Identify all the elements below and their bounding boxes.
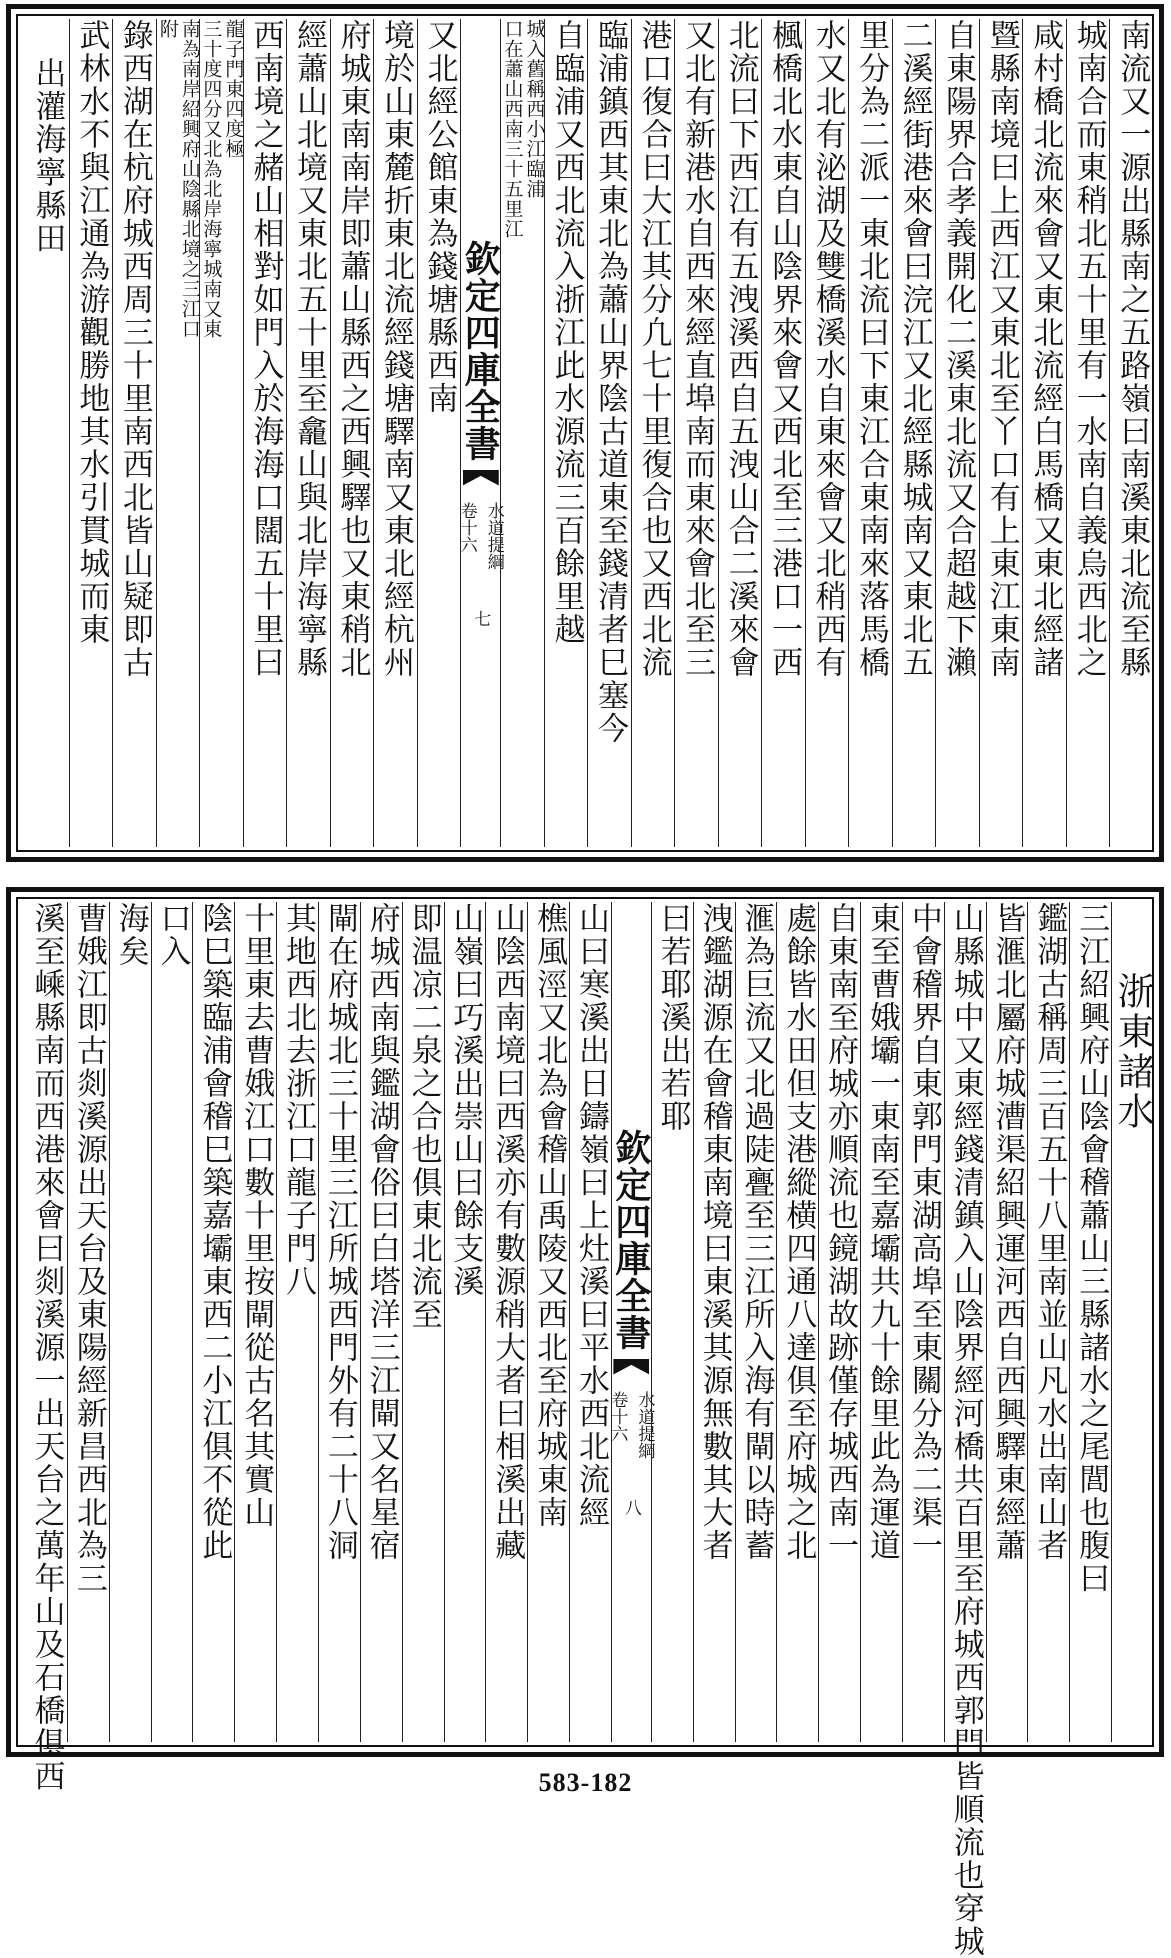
text-line: 南流又一源出縣南之五路嶺曰南溪東北流至縣	[1114, 19, 1151, 679]
text-column	[979, 19, 1023, 847]
text-line: 十里東去曹娥江口數十里按閘從古名其實山	[238, 902, 275, 1529]
text-line: 北流曰下西江有五洩溪西自五洩山合二溪來會	[722, 19, 759, 679]
text-column	[243, 19, 287, 847]
text-column	[761, 19, 805, 847]
text-column	[67, 902, 109, 1742]
text-column	[944, 902, 986, 1958]
text-line: 經蕭山北境又東北五十里至龕山與北岸海寧縣	[290, 19, 327, 679]
volume-title: 水道提綱	[483, 501, 504, 570]
text-column	[151, 902, 193, 1742]
text-column	[1027, 902, 1069, 1742]
text-line: 水又北有泌湖及雙橋溪水自東來會又北稍西有	[809, 19, 846, 679]
text-column	[805, 19, 849, 847]
text-column	[544, 19, 588, 847]
text-column	[818, 902, 860, 1742]
text-line: 浙東諸水	[1111, 972, 1155, 1132]
text-column	[276, 902, 318, 1742]
text-column	[1109, 19, 1153, 847]
text-column	[776, 902, 818, 1742]
volume-number: 卷十六	[456, 501, 477, 553]
text-column	[69, 19, 113, 847]
text-line: 里分為二派一東北流曰下東江合東南來落馬橋	[853, 19, 890, 679]
text-line: 曹娥江即古剡溪源出天台及東陽經新昌西北為三	[70, 902, 107, 1595]
text-line: 口入	[154, 902, 191, 968]
text-line: 港口復合曰大江其分凢七十里復合也又西北流	[635, 19, 672, 679]
text-column	[444, 902, 486, 1742]
upper-page	[6, 4, 1164, 862]
text-line: 自東陽界合孝義開化二溪東北流又合超越下瀨	[940, 19, 977, 679]
text-line: 臨浦鎮西其東北為蕭山界陰古道東至錢清者巳塞今	[592, 19, 629, 745]
text-line: 皆滙北屬府城漕渠紹興運河西自西興驛東經蕭	[989, 902, 1026, 1562]
text-line: 溪至嵊縣南而西港來會曰剡溪源一出天台之萬年山及石橋俱西	[28, 902, 65, 1793]
text-line: 中會稽界自東郭門東湖高埠至東關分為二渠一	[905, 902, 942, 1562]
text-line: 出灌海寧縣田	[29, 57, 66, 255]
text-line: 又北有新港水自西來經直埠南而東來會北至三	[679, 19, 716, 679]
text-line: 處餘皆水田但支港縱横四通八達俱至府城之北	[780, 902, 817, 1562]
text-column	[112, 19, 156, 847]
center-banner	[607, 902, 655, 1742]
text-column	[848, 19, 892, 847]
annotation-line: 龍子門東四度極	[222, 19, 245, 159]
text-column	[417, 19, 461, 847]
text-column	[693, 902, 735, 1742]
text-line: 曰若耶溪出若耶	[654, 902, 691, 1133]
text-column	[1069, 902, 1111, 1742]
text-line: 城南合而東稍北五十里有一水南自義烏西北之	[1070, 19, 1107, 679]
annotation-line: 附	[156, 19, 179, 39]
volume-title: 水道提綱	[634, 1390, 655, 1459]
text-line: 山曰寒溪出日鑄嶺曰上灶溪曰平水西北流經	[572, 902, 609, 1529]
text-column	[192, 902, 234, 1742]
text-line: 自臨浦又西北流入浙江此水源流三百餘里越	[548, 19, 585, 646]
text-line: 陰巳築臨浦會稽巳築嘉壩東西二小江俱不從此	[196, 902, 233, 1562]
text-line: 山嶺曰巧溪出崇山曰餘支溪	[447, 902, 484, 1298]
text-line: 西南境之赭山相對如門入於海海口闊五十里曰	[247, 19, 284, 679]
text-column	[718, 19, 762, 847]
text-line: 咸村橋北流來會又東北流經白馬橋又東北經諸	[1027, 19, 1064, 679]
text-line: 暨縣南境曰上西江又東北至丫口有上東江東南	[983, 19, 1020, 679]
text-column	[569, 902, 611, 1742]
annotation-line: 口在蕭山西南三十五里江	[501, 19, 524, 239]
text-line: 錄西湖在杭府城西周三十里南西北皆山疑即古	[116, 19, 153, 679]
text-column	[373, 19, 417, 847]
text-line: 其地西北去浙江口龍子門八	[280, 902, 317, 1298]
text-line: 滙為巨流又北過陡亹至三江所入海有閘以時蓄	[738, 902, 775, 1562]
book-title: 欽定四庫全書	[609, 1128, 652, 1351]
upper-text-columns	[17, 19, 1153, 847]
text-column	[1022, 19, 1066, 847]
text-column	[485, 902, 527, 1742]
text-column	[860, 902, 902, 1742]
text-line: 三江紹興府山陰會稽蕭山三縣諸水之尾閭也腹曰	[1073, 902, 1110, 1595]
text-column	[892, 19, 936, 847]
text-column	[156, 19, 200, 847]
text-column	[25, 902, 67, 1793]
text-line: 境於山東麓折東北流經錢塘驛南又東北經杭州	[377, 19, 414, 679]
text-column	[986, 902, 1028, 1742]
text-line: 又北經公館東為錢塘縣西南	[421, 19, 458, 415]
text-line: 山縣城中又東經錢清鎮入山陰界經河橋共百里至府城西郭門皆順流也穿城	[947, 902, 984, 1958]
text-line: 洩鑑湖源在會稽東南境曰東溪其源無數其大者	[696, 902, 733, 1562]
text-line: 二溪經街港來會曰浣江又北經縣城南又東北五	[896, 19, 933, 679]
text-line: 自東南至府城亦順流也鏡湖故跡僅存城西南一	[822, 902, 859, 1562]
text-line: 樵風涇又北為會稽山禹陵又西北至府城東南	[531, 902, 568, 1529]
text-line: 山陰西南境曰西溪亦有數源稍大者曰相溪出藏	[489, 902, 526, 1562]
text-column	[360, 902, 402, 1742]
text-line: 閘在府城北三十里三江所城西門外有二十八洞	[321, 902, 358, 1562]
text-line: 府城東南南岸即蕭山縣西之西興驛也又東稍北	[334, 19, 371, 679]
folio-number: 七	[470, 609, 491, 627]
folio-number: 八	[620, 1498, 641, 1516]
annotation-line: 南為南岸紹興府山陰縣北境之三江口	[178, 19, 201, 339]
fishtail-mark-icon	[463, 470, 499, 486]
page-footer-number: 583-182	[538, 1768, 633, 1797]
text-column	[234, 902, 276, 1742]
text-line: 即温凉二泉之合也俱東北流至	[405, 902, 442, 1331]
text-column	[500, 19, 544, 847]
text-line: 府城西南與鑑湖會俗曰白塔洋三江閘又名星宿	[363, 902, 400, 1562]
text-line: 武林水不與江通為游觀勝地其水引貫城而東	[73, 19, 110, 646]
book-title: 欽定四庫全書	[459, 239, 502, 462]
annotation-line: 城入舊稱西小江臨浦	[523, 19, 546, 199]
volume-number: 卷十六	[607, 1390, 628, 1442]
text-column	[1111, 902, 1153, 1742]
text-column	[109, 902, 151, 1742]
text-line: 鑑湖古稱周三百五十八里南並山凡水出南山者	[1031, 902, 1068, 1562]
fishtail-mark-icon	[613, 1359, 649, 1375]
text-column	[735, 902, 777, 1742]
text-line: 東至曹娥壩一東南至嘉壩共九十餘里此為運道	[864, 902, 901, 1562]
text-column	[902, 902, 944, 1742]
text-column	[651, 902, 693, 1742]
text-column	[199, 19, 243, 847]
text-column	[674, 19, 718, 847]
text-column	[330, 19, 374, 847]
text-column	[1066, 19, 1110, 847]
center-banner	[456, 19, 504, 847]
text-column	[631, 19, 675, 847]
text-column	[587, 19, 631, 847]
text-column	[402, 902, 444, 1742]
text-line: 楓橋北水東自山陰界來會又西北至三港口一西	[766, 19, 803, 679]
text-column	[527, 902, 569, 1742]
text-column	[25, 19, 69, 847]
annotation-line: 三十度四分又北為北岸海寧城南又東	[200, 19, 223, 339]
text-column	[935, 19, 979, 847]
text-column	[318, 902, 360, 1742]
text-column	[286, 19, 330, 847]
text-line: 海矣	[112, 902, 149, 968]
